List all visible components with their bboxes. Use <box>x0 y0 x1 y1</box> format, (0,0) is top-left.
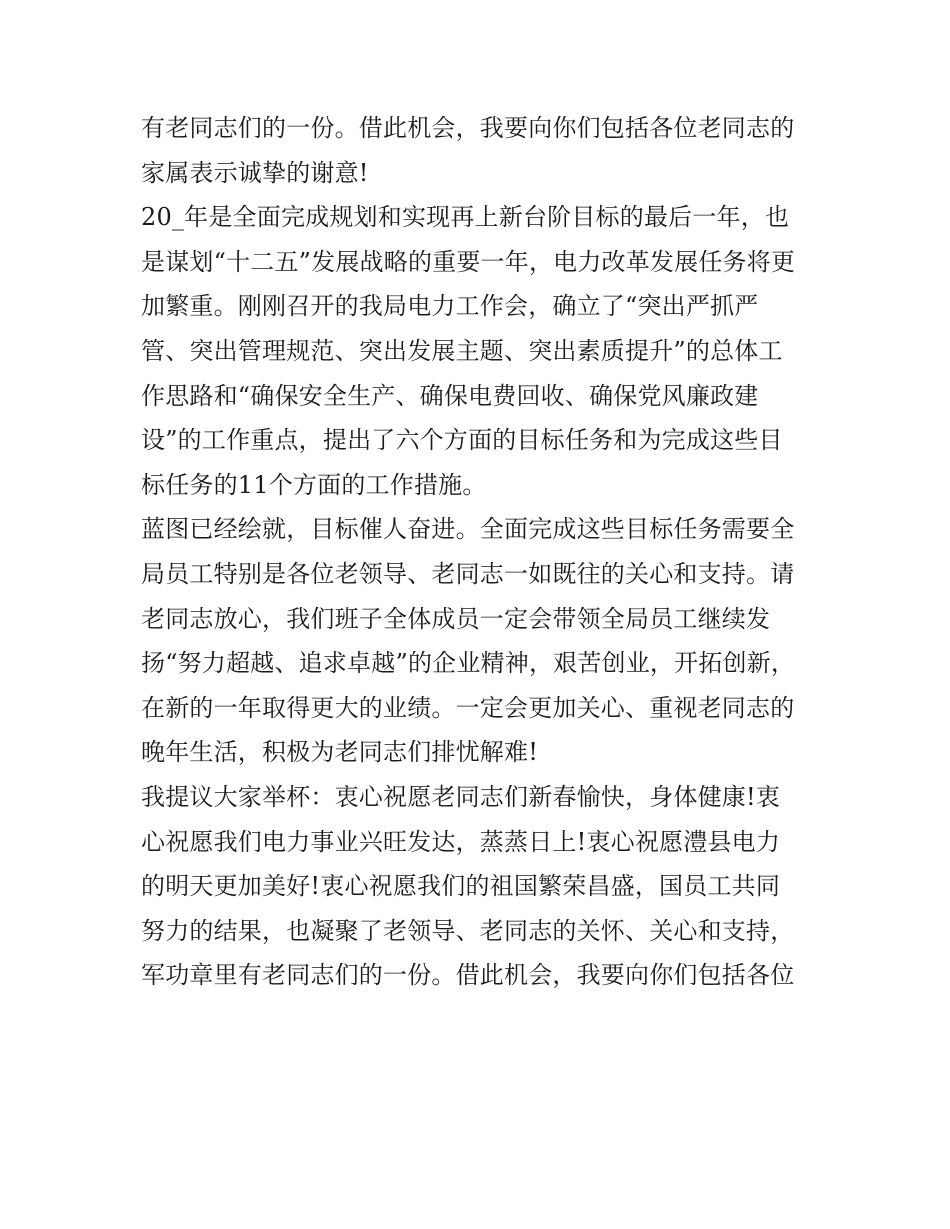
text-line: 20_年是全面完成规划和实现再上新台阶目标的最后一年，也 <box>141 203 790 232</box>
text-line: 作思路和“确保安全生产、确保电费回收、确保党风廉政建 <box>141 381 759 410</box>
text-line: 管、突出管理规范、突出发展主题、突出素质提升”的总体工 <box>141 336 783 365</box>
text-line: 努力的结果，也凝聚了老领导、老同志的关怀、关心和支持， <box>141 916 795 945</box>
text-line: 的明天更加美好!衷心祝愿我们的祖国繁荣昌盛，国员工共同 <box>141 872 781 901</box>
text-line: 局员工特别是各位老领导、老同志一如既往的关心和支持。请 <box>141 559 795 588</box>
text-line: 设”的工作重点，提出了六个方面的目标任务和为完成这些目 <box>141 426 783 455</box>
text-line: 在新的一年取得更大的业绩。一定会更加关心、重视老同志的 <box>141 693 795 722</box>
text-line: 我提议大家举杯：衷心祝愿老同志们新春愉快，身体健康!衷 <box>141 782 781 811</box>
text-line: 晚年生活，积极为老同志们排忧解难! <box>141 738 539 767</box>
text-line: 蓝图已经绘就，目标催人奋进。全面完成这些目标任务需要全 <box>141 515 795 544</box>
text-line: 扬“努力超越、追求卓越”的企业精神，艰苦创业，开拓创新， <box>141 649 796 678</box>
text-line: 军功章里有老同志们的一份。借此机会，我要向你们包括各位 <box>141 961 795 990</box>
text-line: 标任务的11个方面的工作措施。 <box>141 470 487 499</box>
text-line: 有老同志们的一份。借此机会，我要向你们包括各位老同志的 <box>141 114 795 142</box>
text-line: 心祝愿我们电力事业兴旺发达，蒸蒸日上!衷心祝愿澧县电力 <box>141 827 781 856</box>
text-line: 是谋划“十二五”发展战略的重要一年，电力改革发展任务将更 <box>141 247 796 276</box>
document-body <box>141 106 821 998</box>
text-line: 家属表示诚挚的谢意! <box>141 158 369 187</box>
text-line: 老同志放心，我们班子全体成员一定会带领全局员工继续发 <box>141 604 771 633</box>
text-line: 加繁重。刚刚召开的我局电力工作会，确立了“突出严抓严 <box>141 292 759 321</box>
